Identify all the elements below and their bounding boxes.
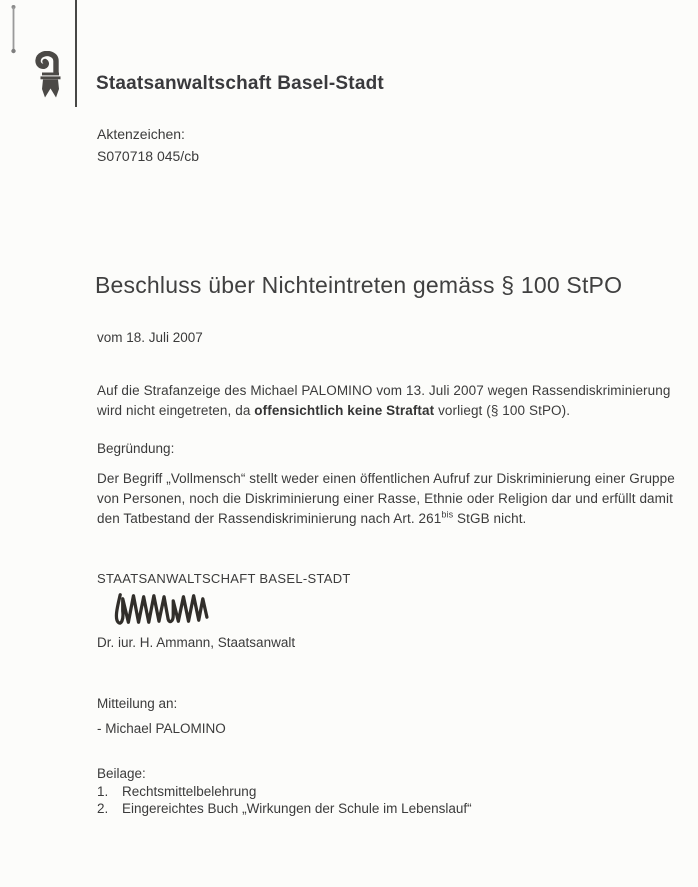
case-ref-label: Aktenzeichen:: [97, 126, 185, 142]
header-divider-line: [75, 0, 77, 107]
notification-label: Mitteilung an:: [97, 696, 178, 711]
enclosure-item: [97, 784, 256, 799]
reasoning-line-2: von Personen, noch die Diskriminierung einer Rasse, Ethnie oder Religion dar und erfüllt damit: [97, 491, 673, 506]
basel-coat-of-arms-icon: [31, 51, 66, 99]
reasoning-line-3-post: StGB nicht.: [453, 511, 527, 526]
document-title: Beschluss über Nichteintreten gemäss § 100 StPO: [95, 272, 623, 298]
enclosure-item-number: 1.: [97, 784, 109, 799]
enclosure-item: [97, 801, 472, 816]
org-name: Staatsanwaltschaft Basel-Stadt: [96, 73, 384, 94]
decision-bold-phrase: offensichtlich keine Straftat: [254, 403, 435, 418]
enclosure-item-number: 2.: [97, 801, 109, 816]
signature-org-line: STAATSANWALTSCHAFT BASEL-STADT: [97, 571, 351, 586]
decision-line-2-pre: wird nicht eingetreten, da: [97, 403, 255, 418]
signer-name: Dr. iur. H. Ammann, Staatsanwalt: [97, 635, 296, 650]
enclosure-item-text: Eingereichtes Buch „Wirkungen der Schule im Lebenslauf“: [122, 801, 472, 816]
notification-recipient: - Michael PALOMINO: [97, 721, 226, 736]
decision-line-2-post: vorliegt (§ 100 StPO).: [434, 403, 571, 418]
decision-line-2: [97, 401, 670, 421]
article-superscript: bis: [441, 509, 454, 520]
case-ref-value: S070718 045/cb: [97, 148, 199, 164]
decision-paragraph: [97, 381, 670, 421]
reasoning-label: Begründung:: [97, 441, 175, 456]
reasoning-paragraph: [97, 469, 675, 529]
reasoning-line-3-pre: den Tatbestand der Rassendiskriminierung nach Art. 261: [97, 511, 442, 526]
staple-mark-icon: [9, 3, 19, 55]
reasoning-line-3: [97, 509, 675, 529]
enclosures-label: Beilage:: [97, 766, 146, 781]
document-date: vom 18. Juli 2007: [97, 330, 203, 345]
handwritten-signature-icon: [110, 591, 212, 627]
enclosure-item-text: Rechtsmittelbelehrung: [122, 784, 257, 799]
reasoning-line-1: Der Begriff „Vollmensch“ stellt weder einen öffentlichen Aufruf zur Diskriminierung einer Gruppe: [97, 471, 675, 486]
decision-line-1: Auf die Strafanzeige des Michael PALOMINO vom 13. Juli 2007 wegen Rassendiskriminierung: [97, 383, 671, 398]
